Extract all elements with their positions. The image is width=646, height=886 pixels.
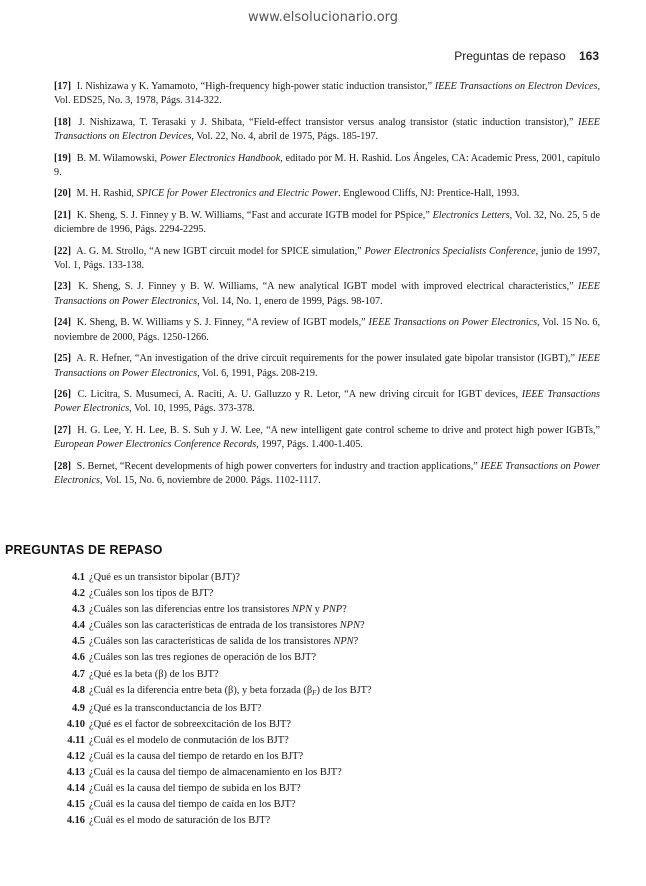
italic-text: NPN: [339, 620, 360, 632]
question-number: 4.1: [72, 572, 85, 583]
italic-text: NPN: [291, 604, 313, 616]
text-span: ¿Cuál es el modelo de conmutación de los BJT?: [89, 734, 289, 746]
text-span: ¿Cuáles son las tres regiones de operación de los BJT?: [89, 652, 317, 664]
question-number: 4.13: [66, 767, 85, 779]
question-item: [55, 701, 600, 717]
text-span: , Vol. 22, No. 4, abril de 1975, Págs. 185-197.: [191, 131, 379, 143]
question-number: 4.3: [72, 604, 85, 616]
reference-item: [54, 187, 600, 201]
italic-text: IEEE Transactions on Power Electronics: [54, 353, 600, 379]
reference-number: [25]: [54, 353, 71, 365]
subscript-text: F: [312, 688, 317, 697]
text-span: ¿Qué es la transconductancia de los BJT?: [89, 702, 262, 714]
question-item: [55, 650, 600, 666]
question-item: [55, 797, 600, 813]
question-number: 4.2: [72, 588, 85, 600]
page-number: 163: [578, 49, 599, 63]
text-span: H. G. Lee, Y. H. Lee, B. S. Suh y J. W. Lee, “A new intelligent gate control scheme to drive and protect high power IGBTs,”: [77, 424, 600, 436]
text-span: ¿Cuáles son los tipos de BJT?: [89, 588, 214, 600]
reference-item: [54, 80, 600, 109]
text-span: ¿Qué es el factor de sobreexcitación de los BJT?: [89, 718, 291, 730]
question-item: [55, 570, 600, 586]
question-item: [55, 667, 600, 683]
italic-text: PNP: [322, 604, 343, 616]
section-title: PREGUNTAS DE REPASO: [5, 543, 163, 557]
text-span: ¿Cuáles son las características de entrada de los transistores: [89, 620, 340, 632]
text-span: ?: [359, 620, 365, 632]
reference-number: [27]: [54, 424, 71, 436]
question-item: [55, 765, 600, 781]
reference-item: [54, 152, 600, 181]
text-span: B. M. Wilamowski,: [76, 152, 160, 164]
review-questions-list: [55, 570, 600, 830]
text-span: ?: [342, 604, 347, 616]
reference-number: [21]: [54, 209, 71, 221]
italic-text: IEEE Transactions on Power Electronics: [54, 281, 600, 307]
text-span: K. Sheng, S. J. Finney y B. W. Williams, “Fast and accurate IGTB model for PSpice,”: [76, 209, 433, 221]
text-span: , Vol. 14, No. 1, enero de 1999, Págs. 98-107.: [197, 295, 383, 307]
watermark-url: www.elsolucionario.org: [247, 10, 399, 25]
text-span: , Vol. 15 No. 6, noviembre de 2000, Págs. 1250-1266.: [54, 317, 601, 343]
question-number: 4.7: [72, 668, 85, 680]
italic-text: IEEE Transactions on Power Electronics: [54, 460, 600, 486]
question-item: [55, 749, 600, 765]
text-span: ¿Cuál es la causa del tiempo de subida en los BJT?: [89, 783, 301, 795]
reference-item: [54, 424, 600, 453]
italic-text: IEEE Transactions Power Electronics: [54, 388, 600, 415]
question-number: 4.10: [66, 718, 85, 730]
text-span: , junio de 1997, Vol. 1, Págs. 133-138.: [54, 245, 600, 272]
reference-item: [54, 116, 600, 145]
question-number: 4.11: [67, 734, 85, 746]
question-number: 4.6: [72, 652, 85, 664]
text-span: ) de los BJT?: [316, 684, 372, 696]
question-item: [55, 717, 600, 733]
reference-item: [54, 209, 600, 238]
text-span: , 1997, Págs. 1.400-1.405.: [256, 439, 363, 451]
text-span: , editado por M. H. Rashid. Los Ángeles, CA: Academic Press, 2001, capítulo 9.: [54, 152, 601, 179]
text-span: A. R. Hefner, “An investigation of the drive circuit requirements for the power insulated gate bipolar transistor (IGBT),”: [76, 353, 578, 365]
text-span: ¿Cuál es el modo de saturación de los BJT?: [89, 815, 271, 827]
text-span: M. H. Rashid,: [76, 188, 137, 200]
text-span: ¿Cuál es la causa del tiempo de caída en los BJT?: [89, 799, 296, 811]
reference-item: [54, 460, 600, 489]
text-span: , Vol. 32, No. 25, 5 de diciembre de 1996, Págs. 2294-2295.: [54, 209, 600, 236]
reference-item: [54, 280, 600, 309]
text-span: K. Sheng, B. W. Williams y S. J. Finney, “A review of IGBT models,”: [76, 317, 369, 329]
text-span: ¿Cuáles son las diferencias entre los transistores: [89, 604, 292, 616]
question-number: 4.12: [66, 751, 85, 763]
reference-item: [54, 245, 600, 274]
question-number: 4.16: [66, 815, 85, 827]
question-item: [55, 586, 600, 602]
text-span: J. Nishizawa, T. Terasaki y J. Shibata, “Field-effect transistor versus analog transistor (static induction transistor),”: [78, 116, 578, 128]
italic-text: Electronics Letters: [432, 209, 510, 221]
text-span: S. Bernet, “Recent developments of high power converters for industry and traction applications,”: [76, 460, 481, 472]
question-number: 4.8: [72, 684, 85, 696]
text-span: ¿Cuál es la causa del tiempo de retardo en los BJT?: [89, 751, 304, 763]
running-header: [454, 49, 599, 63]
question-item: [55, 733, 600, 749]
text-span: . Englewood Cliffs, NJ: Prentice-Hall, 1993.: [338, 188, 520, 200]
text-span: y: [312, 604, 323, 616]
text-span: I. Nishizawa y K. Yamamoto, “High-frequency high-power static induction transistor,”: [76, 81, 435, 92]
reference-number: [20]: [54, 188, 71, 200]
question-number: 4.5: [72, 636, 85, 648]
text-span: ¿Cuál es la diferencia entre beta (β), y beta forzada (β: [89, 684, 313, 696]
text-span: , Vol. 10, 1995, Págs. 373-378.: [129, 403, 255, 415]
text-span: ¿Cuál es la causa del tiempo de almacenamiento en los BJT?: [89, 767, 342, 779]
text-span: ?: [353, 636, 359, 648]
question-number: 4.15: [66, 799, 85, 811]
text-span: , Vol. 6, 1991, Págs. 208-219.: [197, 367, 318, 379]
references-list: [54, 80, 600, 495]
reference-number: [28]: [54, 460, 71, 472]
question-number: 4.14: [66, 783, 85, 795]
italic-text: European Power Electronics Conference Records: [54, 439, 257, 451]
question-number: 4.9: [72, 702, 85, 714]
reference-item: [54, 388, 600, 417]
reference-number: [24]: [54, 317, 71, 329]
text-span: , Vol. 15, No. 6, noviembre de 2000. Págs. 1102-1117.: [100, 474, 321, 486]
italic-text: IEEE Transactions on Electron Devices: [434, 81, 598, 92]
reference-number: [22]: [54, 245, 71, 257]
reference-number: [23]: [54, 281, 71, 293]
reference-number: [19]: [54, 152, 71, 164]
reference-item: [54, 352, 600, 381]
reference-number: [18]: [54, 116, 71, 128]
question-item: [55, 602, 600, 618]
question-item: [55, 781, 600, 797]
reference-item: [54, 316, 600, 345]
text-span: A. G. M. Strollo, “A new IGBT circuit model for SPICE simulation,”: [76, 245, 365, 257]
question-item: [55, 618, 600, 634]
question-item: [55, 634, 600, 650]
text-span: , Vol. EDS25, No. 3, 1978, Págs. 314-322.: [54, 81, 600, 107]
italic-text: IEEE Transactions on Electron Devices: [54, 116, 601, 143]
question-item: [55, 683, 600, 701]
text-span: ¿Qué es la beta (β) de los BJT?: [89, 668, 219, 680]
text-span: ¿Cuáles son las características de salida de los transistores: [89, 636, 334, 648]
italic-text: NPN: [333, 636, 354, 648]
italic-text: Power Electronics Handbook: [159, 152, 281, 164]
question-item: [55, 813, 600, 829]
text-span: K. Sheng, S. J. Finney y B. W. Williams, “A new analytical IGBT model with improved electrical characteristics,”: [78, 281, 578, 293]
question-number: 4.4: [72, 620, 85, 632]
italic-text: Power Electronics Specialists Conference: [364, 245, 536, 257]
reference-number: [26]: [54, 388, 71, 400]
text-span: ¿Qué es un transistor bipolar (BJT)?: [89, 572, 240, 583]
running-header-title: Preguntas de repaso: [454, 49, 566, 63]
italic-text: IEEE Transactions on Power Electronics: [368, 317, 538, 329]
italic-text: SPICE for Power Electronics and Electric Power: [136, 188, 339, 200]
reference-number: [17]: [54, 81, 71, 92]
text-span: C. Licitra, S. Musumeci, A. Raciti, A. U. Galluzzo y R. Letor, “A new driving circuit for IGBT devices,: [77, 388, 522, 400]
